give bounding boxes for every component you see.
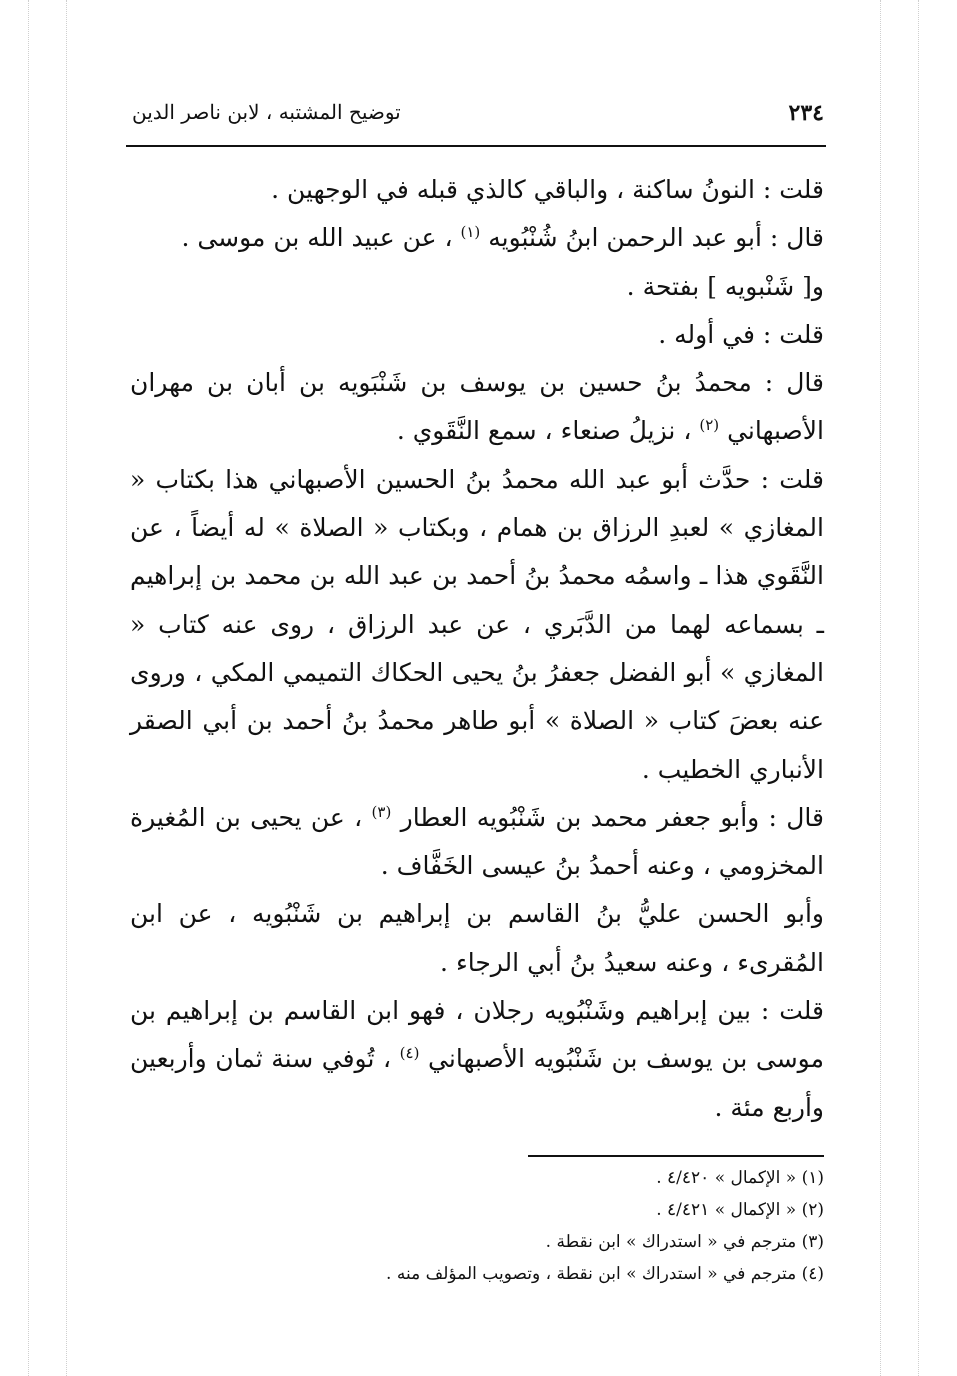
footnote-ref[interactable]: (٢) [699, 416, 720, 435]
paragraph [130, 214, 824, 262]
paragraph-text: قال : وأبو جعفر محمد بن شَنْبُويه العطار [400, 802, 824, 832]
paragraph-text: قال : أبو عبد الرحمن ابنُ شُنْبُويه [488, 223, 824, 253]
paragraph [130, 794, 824, 891]
paragraph [130, 890, 824, 987]
paragraph [130, 456, 824, 794]
paragraph-text: قلت : حدَّث أبو عبد الله محمدُ بنُ الحسين الأصبهاني هذا بكتاب « المغازي » لعبدِ الرزاق بن همام ، وبكتاب « الصلاة » له أيضاً ، عن النَّقَوي هذا ـ واسمُه محمدُ بنُ أحمد بن عبد الله بن محمد بن إبراهيم ـ بسماعه لهما من الدَّبَري ، عن عبد الرزاق ، روى عنه كتاب « المغازي » أبو الفضل جعفرُ بنُ يحيى الحكاك التميمي المكي ، وروى عنه بعضَ كتاب « الصلاة » أبو طاهر محمدُ بنُ أحمد بن أبي الصقر الأنباري الخطيب . [130, 464, 824, 784]
paragraph [130, 166, 824, 214]
paragraph-text: و[ شَنْبويه ] بفتحة . [626, 271, 824, 301]
paragraph-text: ، عن عبيد الله بن موسى . [181, 223, 461, 253]
scan-artifact-line [28, 0, 29, 1376]
paragraph-text: ، تُوفي سنة ثمان وأربعين وأربع مئة . [130, 1044, 824, 1122]
paragraph-text: قلت : بين إبراهيم وشَنْبُويه رجلان ، فهو ابن القاسم بن إبراهيم بن موسى بن يوسف بن شَنْبُويه الأصبهاني [130, 996, 824, 1074]
scan-artifact-line [66, 0, 67, 1376]
header-rule [126, 145, 826, 147]
footnote: (١) « الإكمال » ٤/٤٢٠ . [656, 1168, 824, 1188]
paragraph-text: قلت : في أوله . [658, 319, 824, 349]
page-header [128, 88, 826, 138]
scan-artifact-line [918, 0, 919, 1376]
paragraph-text: قال : محمدُ بنُ حسين بن يوسف بن شَنْبَويه بن أبان بن مهران الأصبهاني [130, 368, 824, 446]
paragraph-text: ، نزيلُ صنعاء ، سمع النَّقَوي . [396, 416, 700, 446]
footnotes [300, 1162, 824, 1290]
scan-artifact-line [880, 0, 881, 1376]
footnote: (٤) مترجم في « استدراك » ابن نقطة ، وتصويب المؤلف منه . [386, 1264, 824, 1284]
paragraph-text: قلت : النونُ ساكنة ، والباقي كالذي قبله في الوجهين . [271, 175, 824, 204]
paragraph [130, 359, 824, 456]
paragraph [130, 987, 824, 1132]
footnote-rule [528, 1155, 824, 1157]
paragraph [130, 263, 824, 311]
paragraph-text: وأبو الحسن عليُّ بنُ القاسم بن إبراهيم بن شَنْبُويه ، عن ابن المُقرىء ، وعنه سعيدُ بنُ أبي الرجاء . [130, 899, 824, 977]
paragraph-text: ، عن يحيى بن المُغيرة المخزومي ، وعنه أحمدُ بنُ عيسى الخَفَّاف . [130, 802, 824, 881]
footnote-ref[interactable]: (٤) [399, 1044, 420, 1063]
footnote: (٢) « الإكمال » ٤/٤٢١ . [656, 1200, 824, 1220]
footnote: (٣) مترجم في « استدراك » ابن نقطة . [545, 1232, 824, 1252]
footnote-ref[interactable]: (٣) [371, 802, 392, 821]
running-title: توضيح المشتبه ، لابن ناصر الدين [132, 100, 401, 124]
page-number: ٢٣٤ [788, 100, 824, 126]
paragraph [130, 311, 824, 359]
footnote-ref[interactable]: (١) [460, 223, 481, 242]
main-text [130, 166, 824, 1132]
